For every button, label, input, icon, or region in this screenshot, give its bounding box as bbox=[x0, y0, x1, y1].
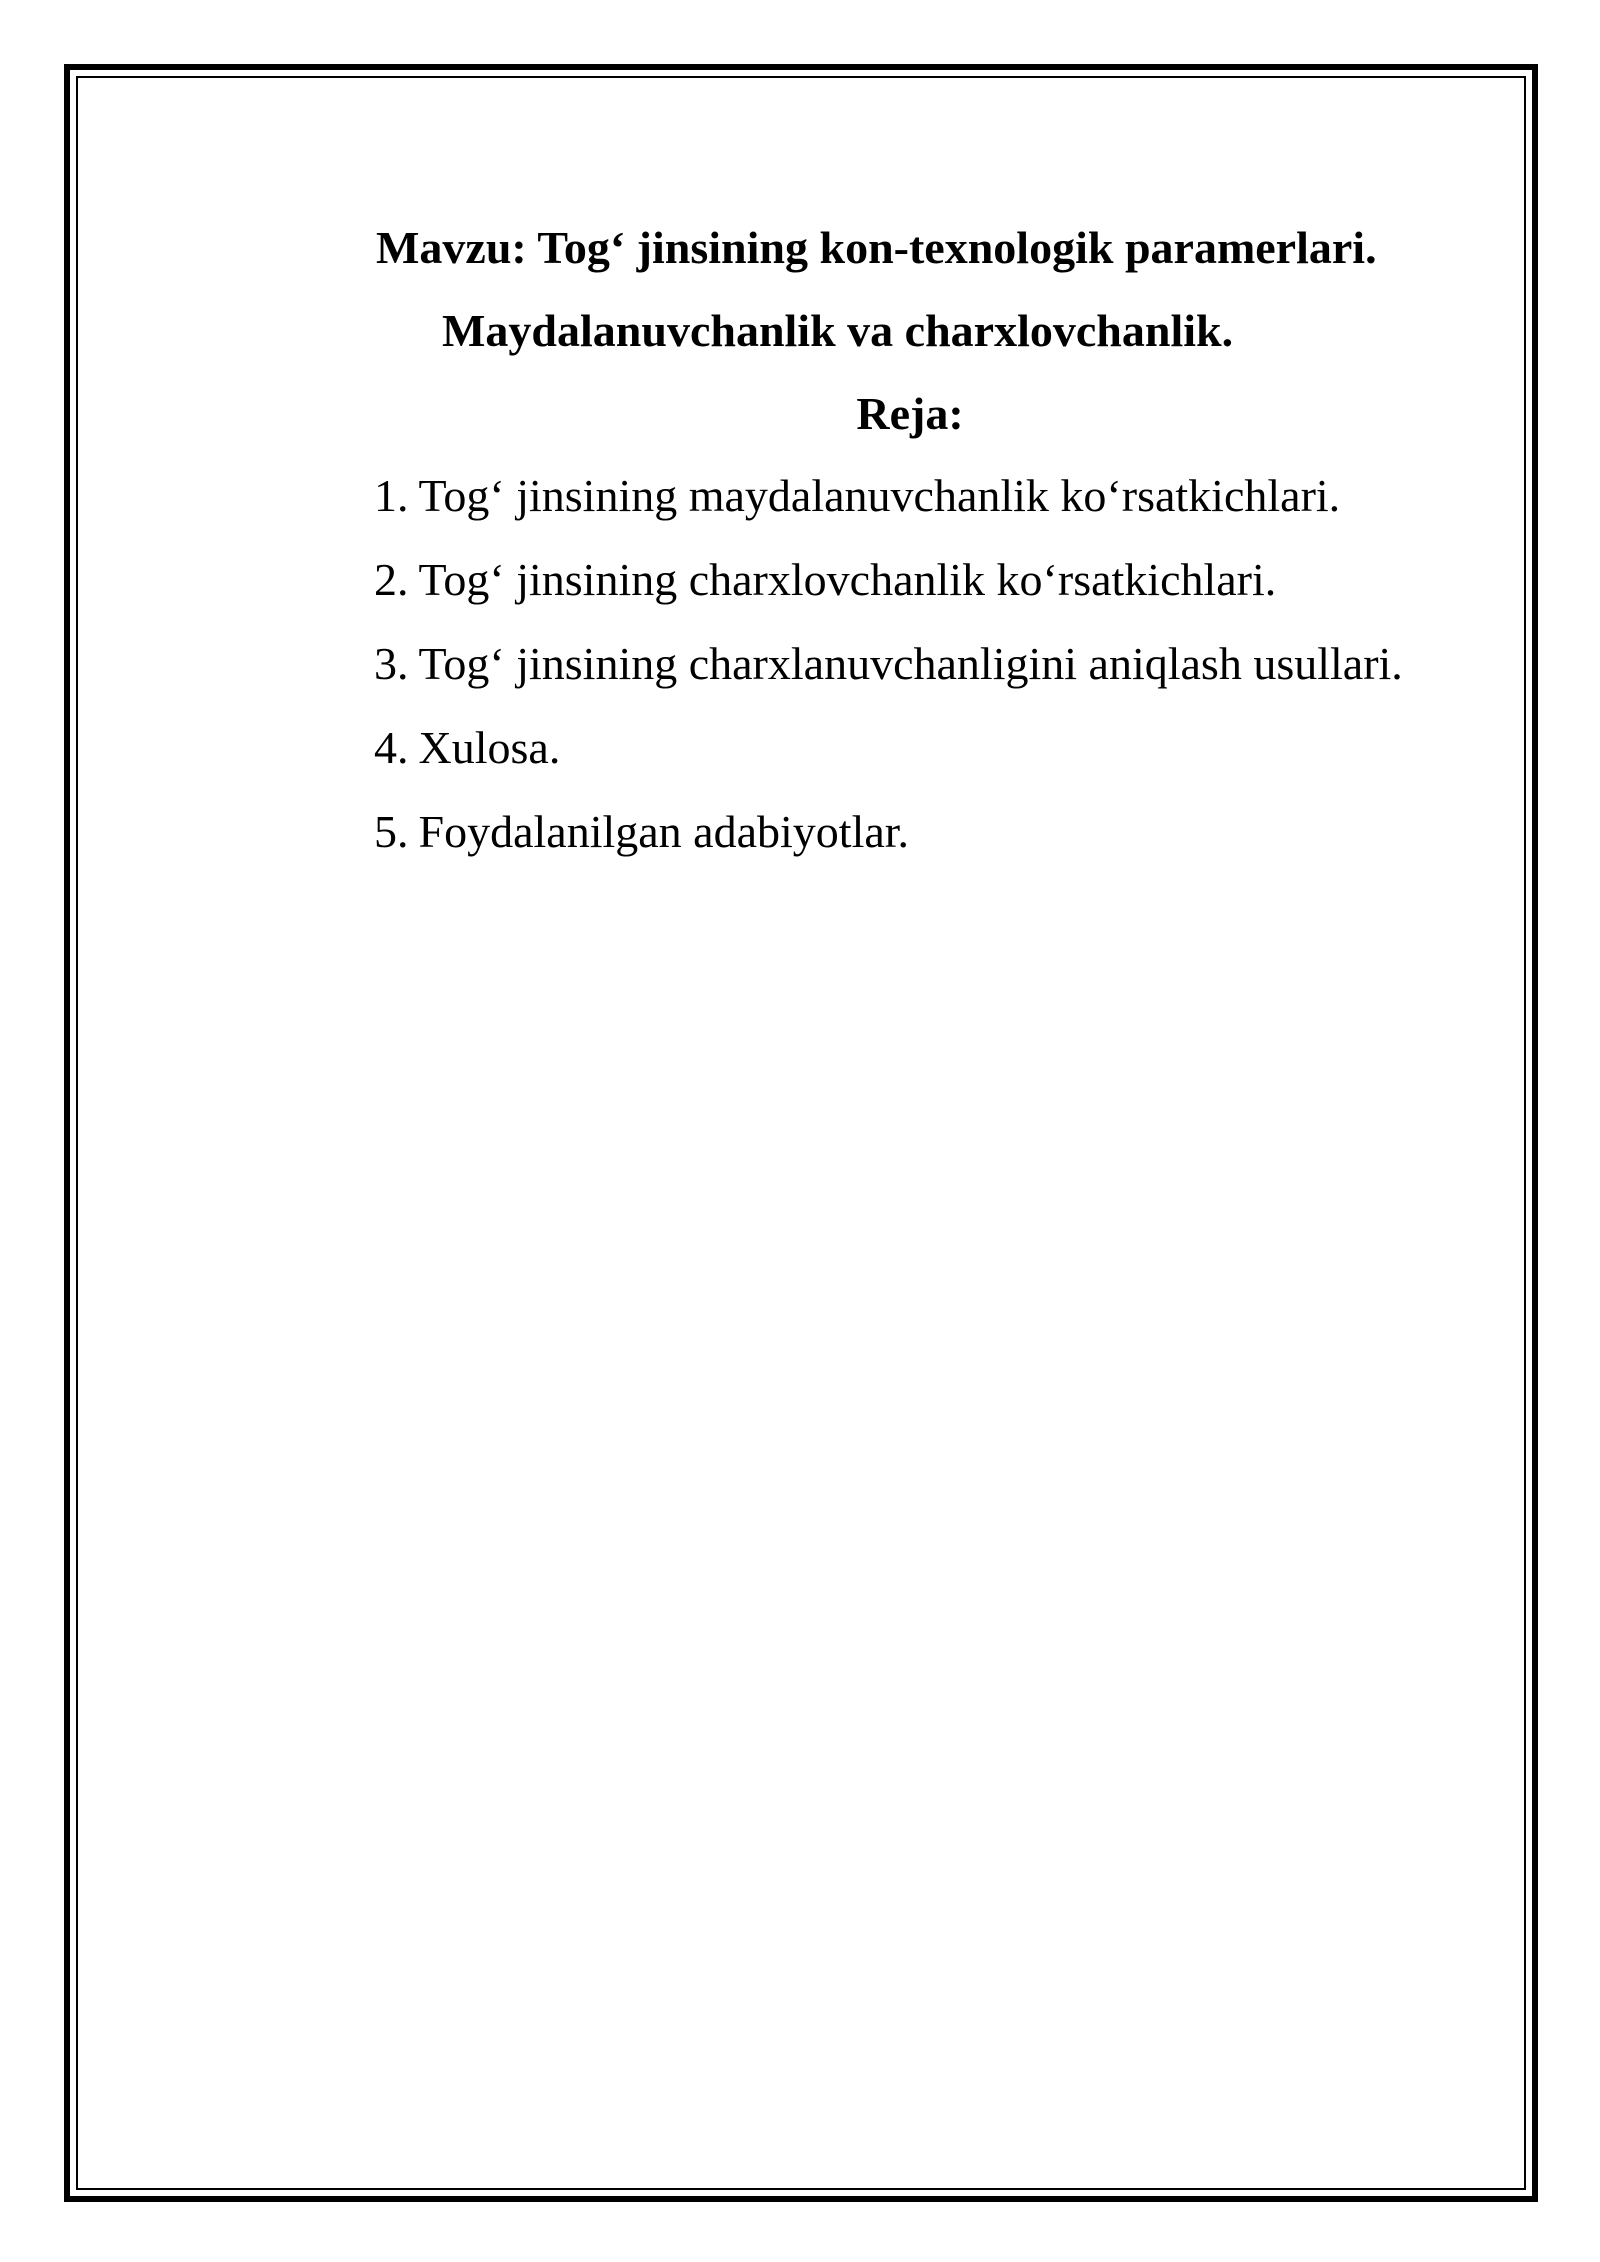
plan-heading: Reja: bbox=[856, 388, 964, 439]
plan-item bbox=[374, 720, 1403, 804]
plan-item-number: 1. bbox=[374, 470, 409, 521]
plan-item-text: Tog‘ jinsining charxlovchanlik ko‘rsatkichlari. bbox=[418, 554, 1277, 605]
plan-item-text: Xulosa. bbox=[418, 722, 561, 773]
plan-item bbox=[374, 468, 1403, 552]
plan-item-number: 3. bbox=[374, 638, 409, 689]
plan-item-number: 5. bbox=[374, 806, 409, 857]
plan-item-text: Foydalanilgan adabiyotlar. bbox=[418, 806, 910, 857]
plan-item bbox=[374, 552, 1403, 636]
plan-item-text: Tog‘ jinsining maydalanuvchanlik ko‘rsatkichlari. bbox=[418, 470, 1341, 521]
plan-item-number: 2. bbox=[374, 554, 409, 605]
plan-item bbox=[374, 636, 1403, 720]
topic-subtitle: Maydalanuvchanlik va charxlovchanlik. bbox=[442, 305, 1234, 356]
plan-item-text: Tog‘ jinsining charxlanuvchanligini aniqlash usullari. bbox=[418, 638, 1403, 689]
page-border bbox=[64, 64, 1538, 2202]
plan-list bbox=[374, 468, 1403, 888]
plan-item-number: 4. bbox=[374, 722, 409, 773]
plan-item bbox=[374, 804, 1403, 888]
topic-title: Mavzu: Tog‘ jinsining kon-texnologik paramerlari. bbox=[376, 222, 1377, 273]
